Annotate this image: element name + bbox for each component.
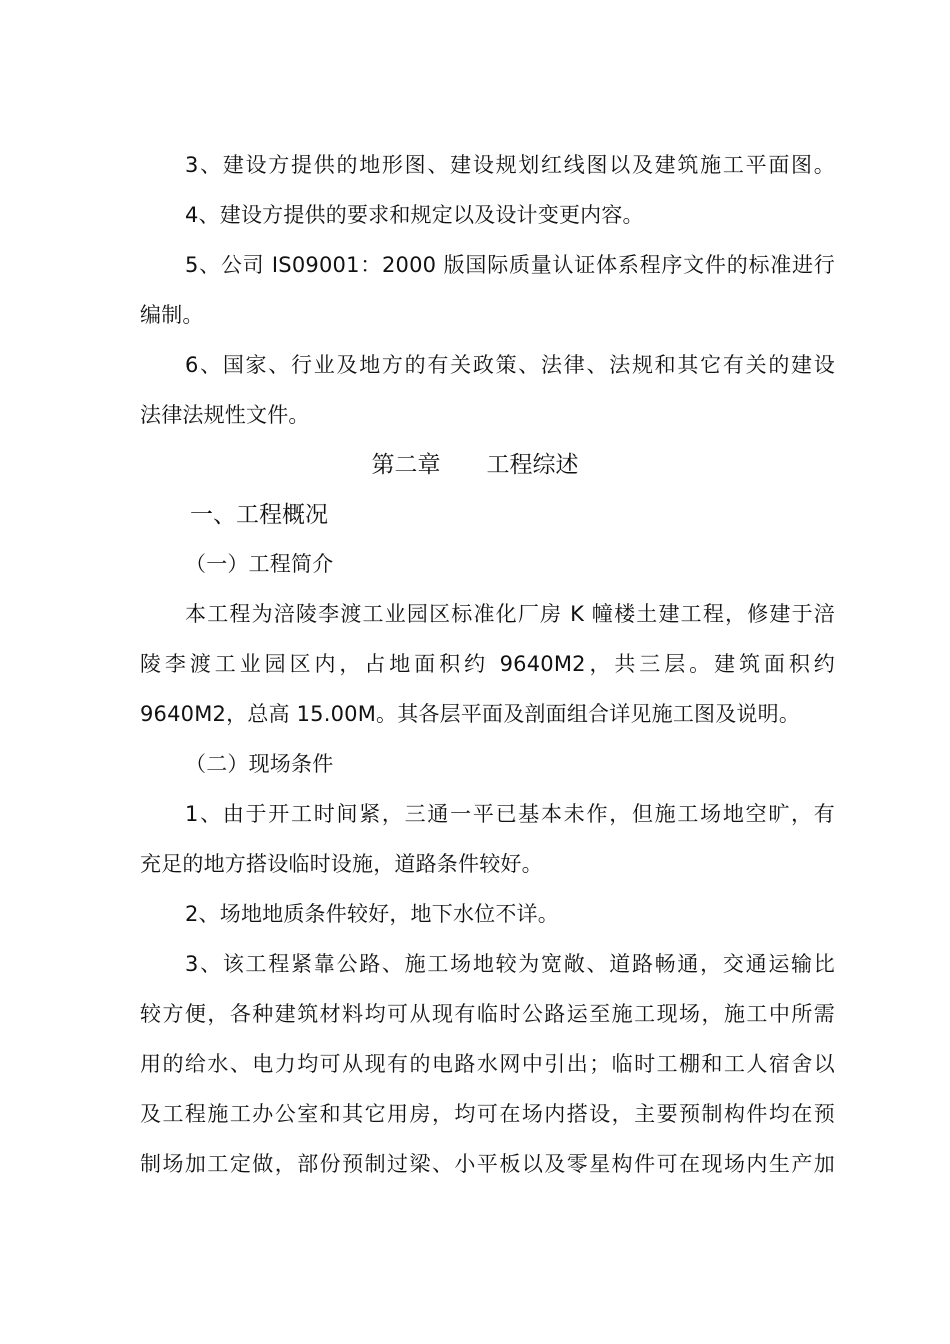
text-line: 较方便，各种建筑材料均可从现有临时公路运至施工现场，施工中所需 (140, 1002, 835, 1026)
text-line: 用的给水、电力均可从现有的电路水网中引出；临时工棚和工人宿舍以 (140, 1052, 835, 1076)
subsection-heading: （二）现场条件 (185, 752, 334, 776)
text-line: 本工程为涪陵李渡工业园区标准化厂房 K 幢楼土建工程，修建于涪 (185, 602, 835, 626)
text-line: 9640M2，总高 15.00M。其各层平面及剖面组合详见施工图及说明。 (140, 702, 801, 726)
text-line: 6、国家、行业及地方的有关政策、法律、法规和其它有关的建设 (185, 353, 835, 377)
text-line: 陵李渡工业园区内，占地面积约 9640M2，共三层。建筑面积约 (140, 652, 835, 676)
text-line: 制场加工定做，部份预制过梁、小平板以及零星构件可在现场内生产加 (140, 1152, 835, 1176)
text-line: 3、建设方提供的地形图、建设规划红线图以及建筑施工平面图。 (185, 153, 835, 177)
text-line: 充足的地方搭设临时设施，道路条件较好。 (140, 852, 543, 876)
text-line: 编制。 (140, 303, 204, 327)
subsection-heading: （一）工程简介 (185, 552, 334, 576)
text-line: 2、场地地质条件较好，地下水位不详。 (185, 902, 559, 926)
section-heading: 一、工程概况 (190, 502, 328, 528)
text-line: 及工程施工办公室和其它用房，均可在场内搭设，主要预制构件均在预 (140, 1102, 835, 1126)
chapter-heading: 第二章 工程综述 (371, 452, 579, 478)
text-line: 3、该工程紧靠公路、施工场地较为宽敞、道路畅通，交通运输比 (185, 952, 835, 976)
text-line: 法律法规性文件。 (140, 403, 310, 427)
text-line: 4、建设方提供的要求和规定以及设计变更内容。 (185, 203, 644, 227)
text-line: 1、由于开工时间紧，三通一平已基本未作，但施工场地空旷，有 (185, 802, 835, 826)
text-line: 5、公司 IS09001：2000 版国际质量认证体系程序文件的标准进行 (185, 253, 835, 277)
